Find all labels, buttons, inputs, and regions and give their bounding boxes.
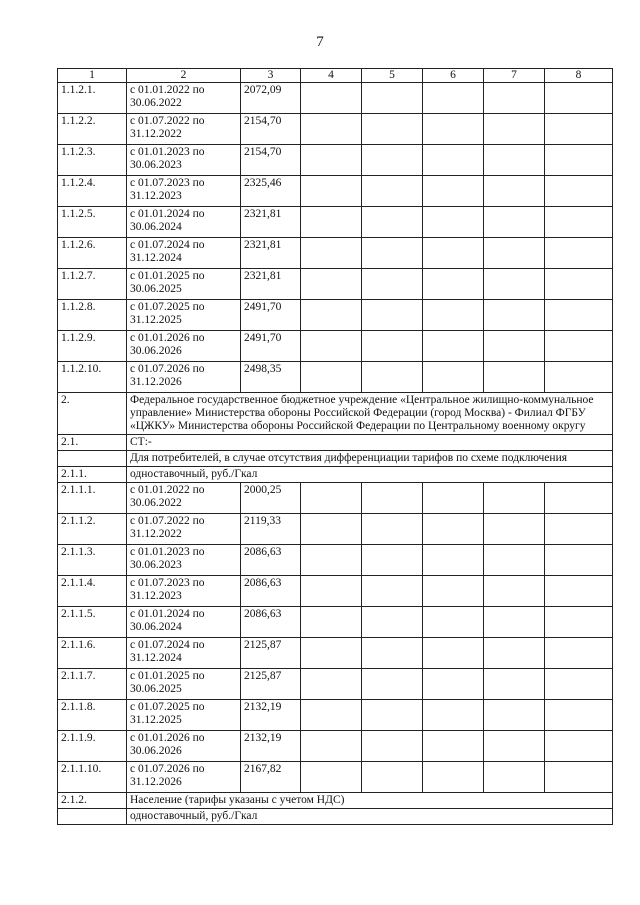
empty-cell <box>362 762 423 793</box>
empty-cell <box>484 331 545 362</box>
row-number: 2.1.1.5. <box>58 607 127 638</box>
row-number: 2.1.1.4. <box>58 576 127 607</box>
header-cell: 7 <box>484 69 545 83</box>
empty-cell <box>545 576 613 607</box>
row-number: 2.1.2. <box>58 793 127 809</box>
period-cell: с 01.01.2024 по 30.06.2024 <box>127 607 241 638</box>
empty-cell <box>545 331 613 362</box>
empty-cell <box>484 269 545 300</box>
empty-cell <box>301 545 362 576</box>
row-number: 2.1.1. <box>58 467 127 483</box>
empty-cell <box>423 83 484 114</box>
period-cell: с 01.01.2023 по 30.06.2023 <box>127 545 241 576</box>
table-row <box>58 331 613 362</box>
header-cell: 2 <box>127 69 241 83</box>
empty-cell <box>362 145 423 176</box>
empty-cell <box>484 762 545 793</box>
row-number <box>58 451 127 467</box>
empty-cell <box>362 514 423 545</box>
table-row <box>58 607 613 638</box>
table-row <box>58 362 613 393</box>
table-row <box>58 269 613 300</box>
empty-cell <box>545 269 613 300</box>
empty-cell <box>301 238 362 269</box>
row-number: 1.1.2.8. <box>58 300 127 331</box>
empty-cell <box>423 331 484 362</box>
empty-cell <box>484 638 545 669</box>
tariff-value: 2154,70 <box>241 114 301 145</box>
tariff-value: 2132,19 <box>241 700 301 731</box>
period-cell: с 01.07.2024 по 31.12.2024 <box>127 638 241 669</box>
empty-cell <box>301 483 362 514</box>
empty-cell <box>423 638 484 669</box>
page-number: 7 <box>316 34 324 50</box>
empty-cell <box>484 669 545 700</box>
st-note-row <box>58 451 613 467</box>
header-cell: 5 <box>362 69 423 83</box>
row-number: 2.1.1.1. <box>58 483 127 514</box>
empty-cell <box>423 483 484 514</box>
empty-cell <box>362 362 423 393</box>
row-number: 1.1.2.10. <box>58 362 127 393</box>
period-cell: с 01.07.2023 по 31.12.2023 <box>127 176 241 207</box>
table-row <box>58 176 613 207</box>
empty-cell <box>423 700 484 731</box>
tariff-value: 2119,33 <box>241 514 301 545</box>
period-cell: с 01.07.2026 по 31.12.2026 <box>127 762 241 793</box>
empty-cell <box>362 300 423 331</box>
header-cell: 4 <box>301 69 362 83</box>
period-cell: с 01.01.2024 по 30.06.2024 <box>127 207 241 238</box>
empty-cell <box>362 545 423 576</box>
tariff-value: 2125,87 <box>241 638 301 669</box>
table-row <box>58 669 613 700</box>
period-cell: с 01.07.2025 по 31.12.2025 <box>127 700 241 731</box>
empty-cell <box>423 576 484 607</box>
empty-cell <box>484 207 545 238</box>
period-cell: с 01.07.2022 по 31.12.2022 <box>127 114 241 145</box>
row-number: 2. <box>58 393 127 435</box>
empty-cell <box>301 731 362 762</box>
tariff-value: 2498,35 <box>241 362 301 393</box>
empty-cell <box>484 576 545 607</box>
empty-cell <box>545 176 613 207</box>
tariff-value: 2491,70 <box>241 331 301 362</box>
empty-cell <box>301 331 362 362</box>
empty-cell <box>484 607 545 638</box>
empty-cell <box>362 700 423 731</box>
row-number: 1.1.2.5. <box>58 207 127 238</box>
empty-cell <box>484 483 545 514</box>
empty-cell <box>423 145 484 176</box>
empty-cell <box>545 83 613 114</box>
empty-cell <box>301 176 362 207</box>
empty-cell <box>545 762 613 793</box>
empty-cell <box>545 207 613 238</box>
row-number: 2.1.1.10. <box>58 762 127 793</box>
empty-cell <box>362 83 423 114</box>
empty-cell <box>301 83 362 114</box>
table-row <box>58 731 613 762</box>
empty-cell <box>301 638 362 669</box>
empty-cell <box>362 607 423 638</box>
population-rate-row-text: одноставочный, руб./Гкал <box>127 809 613 825</box>
empty-cell <box>545 638 613 669</box>
table-row <box>58 300 613 331</box>
empty-cell <box>545 545 613 576</box>
empty-cell <box>545 607 613 638</box>
empty-cell <box>423 176 484 207</box>
period-cell: с 01.01.2025 по 30.06.2025 <box>127 269 241 300</box>
table-row <box>58 545 613 576</box>
tariff-value: 2132,19 <box>241 731 301 762</box>
empty-cell <box>484 83 545 114</box>
row-number: 2.1.1.7. <box>58 669 127 700</box>
empty-cell <box>423 300 484 331</box>
row-number: 2.1.1.2. <box>58 514 127 545</box>
period-cell: с 01.07.2025 по 31.12.2025 <box>127 300 241 331</box>
empty-cell <box>423 362 484 393</box>
period-cell: с 01.01.2023 по 30.06.2023 <box>127 145 241 176</box>
header-cell: 3 <box>241 69 301 83</box>
empty-cell <box>545 700 613 731</box>
empty-cell <box>362 331 423 362</box>
empty-cell <box>484 700 545 731</box>
empty-cell <box>545 238 613 269</box>
empty-cell <box>423 514 484 545</box>
table-row <box>58 700 613 731</box>
period-cell: с 01.07.2026 по 31.12.2026 <box>127 362 241 393</box>
empty-cell <box>423 545 484 576</box>
table-row <box>58 483 613 514</box>
table-row <box>58 514 613 545</box>
tariff-value: 2000,25 <box>241 483 301 514</box>
empty-cell <box>545 362 613 393</box>
empty-cell <box>484 731 545 762</box>
empty-cell <box>484 238 545 269</box>
empty-cell <box>484 514 545 545</box>
table-header-row <box>58 69 613 83</box>
empty-cell <box>301 207 362 238</box>
tariff-value: 2086,63 <box>241 545 301 576</box>
empty-cell <box>423 669 484 700</box>
table-row <box>58 576 613 607</box>
empty-cell <box>301 114 362 145</box>
row-number: 2.1.1.3. <box>58 545 127 576</box>
empty-cell <box>545 145 613 176</box>
tariff-table <box>57 68 613 825</box>
empty-cell <box>423 607 484 638</box>
empty-cell <box>484 176 545 207</box>
row-number: 2.1.1.9. <box>58 731 127 762</box>
period-cell: с 01.01.2026 по 30.06.2026 <box>127 731 241 762</box>
row-number: 1.1.2.7. <box>58 269 127 300</box>
period-cell: с 01.01.2022 по 30.06.2022 <box>127 83 241 114</box>
population-row-text: Население (тарифы указаны с учетом НДС) <box>127 793 613 809</box>
empty-cell <box>423 207 484 238</box>
tariff-value: 2491,70 <box>241 300 301 331</box>
header-cell: 1 <box>58 69 127 83</box>
tariff-value: 2154,70 <box>241 145 301 176</box>
header-cell: 8 <box>545 69 613 83</box>
table-row <box>58 638 613 669</box>
tariff-value: 2325,46 <box>241 176 301 207</box>
table-row <box>58 83 613 114</box>
period-cell: с 01.01.2026 по 30.06.2026 <box>127 331 241 362</box>
row-number: 1.1.2.2. <box>58 114 127 145</box>
row-number: 2.1.1.8. <box>58 700 127 731</box>
empty-cell <box>301 576 362 607</box>
empty-cell <box>301 145 362 176</box>
row-number: 1.1.2.6. <box>58 238 127 269</box>
st-row <box>58 435 613 451</box>
header-cell: 6 <box>423 69 484 83</box>
empty-cell <box>301 607 362 638</box>
empty-cell <box>362 114 423 145</box>
row-number: 2.1. <box>58 435 127 451</box>
table-row <box>58 207 613 238</box>
empty-cell <box>484 545 545 576</box>
empty-cell <box>301 269 362 300</box>
empty-cell <box>362 669 423 700</box>
row-number: 1.1.2.9. <box>58 331 127 362</box>
empty-cell <box>484 362 545 393</box>
empty-cell <box>423 731 484 762</box>
empty-cell <box>423 762 484 793</box>
tariff-value: 2321,81 <box>241 207 301 238</box>
row-number: 2.1.1.6. <box>58 638 127 669</box>
empty-cell <box>362 238 423 269</box>
empty-cell <box>301 514 362 545</box>
period-cell: с 01.07.2024 по 31.12.2024 <box>127 238 241 269</box>
empty-cell <box>545 483 613 514</box>
one-rate-row <box>58 467 613 483</box>
period-cell: с 01.07.2022 по 31.12.2022 <box>127 514 241 545</box>
empty-cell <box>301 669 362 700</box>
period-cell: с 01.07.2023 по 31.12.2023 <box>127 576 241 607</box>
empty-cell <box>362 483 423 514</box>
empty-cell <box>362 576 423 607</box>
empty-cell <box>484 300 545 331</box>
organization-row-text: Федеральное государственное бюджетное учреждение «Центральное жилищно-коммунальное управление» Министерства обороны Российской Федерации (город Москва) - Филиал ФГБУ «ЦЖКУ» Министерства обороны Российской Федерации по Центральному военному округу <box>127 393 613 435</box>
tariff-value: 2321,81 <box>241 269 301 300</box>
row-number: 1.1.2.1. <box>58 83 127 114</box>
population-row <box>58 793 613 809</box>
table-row <box>58 238 613 269</box>
empty-cell <box>362 269 423 300</box>
empty-cell <box>545 669 613 700</box>
row-number <box>58 809 127 825</box>
empty-cell <box>301 700 362 731</box>
table-row <box>58 114 613 145</box>
empty-cell <box>362 176 423 207</box>
empty-cell <box>301 362 362 393</box>
empty-cell <box>484 145 545 176</box>
period-cell: с 01.01.2022 по 30.06.2022 <box>127 483 241 514</box>
empty-cell <box>484 114 545 145</box>
row-number: 1.1.2.3. <box>58 145 127 176</box>
tariff-value: 2072,09 <box>241 83 301 114</box>
period-cell: с 01.01.2025 по 30.06.2025 <box>127 669 241 700</box>
st-row-text: СТ:- <box>127 435 613 451</box>
tariff-value: 2086,63 <box>241 576 301 607</box>
empty-cell <box>423 269 484 300</box>
empty-cell <box>362 731 423 762</box>
empty-cell <box>545 731 613 762</box>
empty-cell <box>545 114 613 145</box>
empty-cell <box>545 514 613 545</box>
st-note-row-text: Для потребителей, в случае отсутствия дифференциации тарифов по схеме подключения <box>127 451 613 467</box>
tariff-value: 2125,87 <box>241 669 301 700</box>
row-number: 1.1.2.4. <box>58 176 127 207</box>
tariff-value: 2167,82 <box>241 762 301 793</box>
population-rate-row <box>58 809 613 825</box>
tariff-value: 2086,63 <box>241 607 301 638</box>
empty-cell <box>362 207 423 238</box>
table-row <box>58 145 613 176</box>
empty-cell <box>301 300 362 331</box>
tariff-value: 2321,81 <box>241 238 301 269</box>
empty-cell <box>301 762 362 793</box>
empty-cell <box>423 114 484 145</box>
empty-cell <box>423 238 484 269</box>
empty-cell <box>362 638 423 669</box>
one-rate-row-text: одноставочный, руб./Гкал <box>127 467 613 483</box>
empty-cell <box>545 300 613 331</box>
organization-row <box>58 393 613 435</box>
table-row <box>58 762 613 793</box>
